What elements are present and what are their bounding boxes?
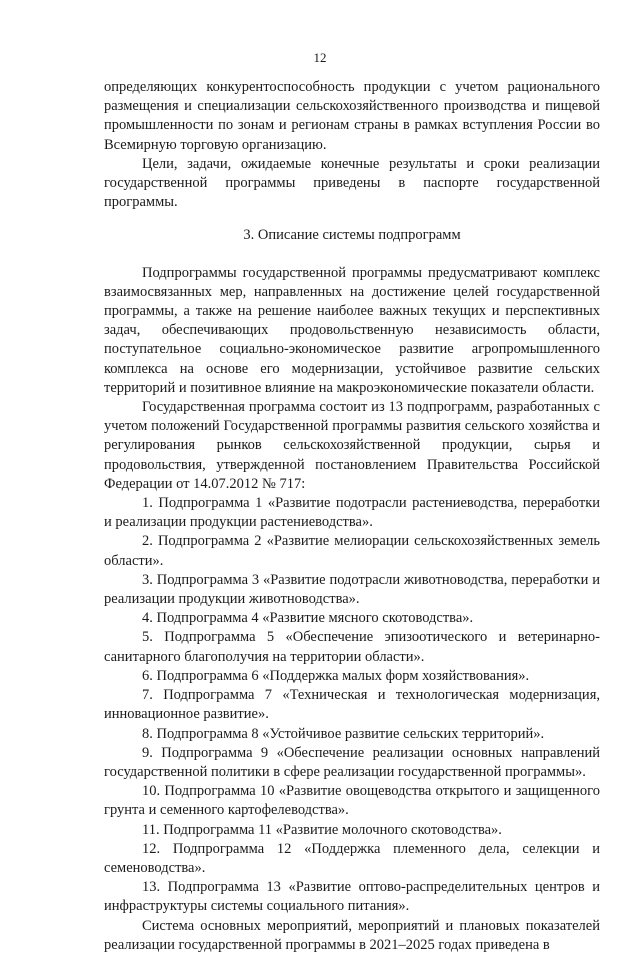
paragraph-main-2: Государственная программа состоит из 13 подпрограмм, разработанных с учетом положений Государственной программы развития сельского хозяйства и регулирования рынков сельскохозяйственной продукции, сырья и продовольствия, утвержденной постановлением Правительства Российской Федерации от 14.07.2012 № 717: xyxy=(104,399,600,492)
paragraph-intro-1: определяющих конкурентоспособность продукции с учетом рационального размещения и специализации сельскохозяйственного производства и пищевой промышленности по зонам и регионам страны в рамках вступления России во Всемирную торговую организацию. xyxy=(104,79,600,153)
paragraph-main-1: Подпрограммы государственной программы предусматривают комплекс взаимосвязанных мер, направленных на достижение целей государственной программы, а также на решение наиболее важных текущих и перспективных задач, обеспечивающих продовольственную независимость области, поступательное социально-экономическое развитие агропромышленного комплекса на основе его модернизации, устойчивое развитие сельских территорий и позитивное влияние на макроэкономические показатели области. xyxy=(104,264,600,396)
page-number: 12 xyxy=(313,50,327,65)
subprogram-item-5: 5. Подпрограмма 5 «Обеспечение эпизоотического и ветеринарно-санитарного благополучия на территории области». xyxy=(104,629,600,665)
subprogram-item-8: 8. Подпрограмма 8 «Устойчивое развитие сельских территорий». xyxy=(142,725,545,742)
subprogram-item-6: 6. Подпрограмма 6 «Поддержка малых форм хозяйствования». xyxy=(142,667,530,684)
document-body xyxy=(104,78,600,955)
subprogram-item-12: 12. Подпрограмма 12 «Поддержка племенного дела, селекции и семеноводства». xyxy=(104,840,600,876)
subprogram-item-4: 4. Подпрограмма 4 «Развитие мясного скотоводства». xyxy=(142,610,474,627)
subprogram-item-3: 3. Подпрограмма 3 «Развитие подотрасли животноводства, переработки и реализации продукции животноводства». xyxy=(104,571,600,608)
subprogram-item-11: 11. Подпрограмма 11 «Развитие молочного скотоводства». xyxy=(142,821,502,838)
subprogram-item-13: 13. Подпрограмма 13 «Развитие оптово-распределительных центров и инфраструктуры системы социального питания». xyxy=(104,879,600,915)
section-heading: 3. Описание системы подпрограмм xyxy=(243,227,461,244)
paragraph-closing: Система основных мероприятий, мероприятий и плановых показателей реализации государственной программы в 2021–2025 годах приведена в xyxy=(104,917,600,953)
subprogram-item-1: 1. Подпрограмма 1 «Развитие подотрасли растениеводства, переработки и реализации продукции растениеводства». xyxy=(104,495,600,531)
subprogram-item-7: 7. Подпрограмма 7 «Техническая и технологическая модернизация, инновационное развитие». xyxy=(104,687,600,723)
paragraph-intro-2: Цели, задачи, ожидаемые конечные результаты и сроки реализации государственной программы приведены в паспорте государственной программы. xyxy=(104,155,600,211)
subprogram-item-9: 9. Подпрограмма 9 «Обеспечение реализации основных направлений государственной политики в сфере реализации государственной программы». xyxy=(104,744,600,780)
subprogram-item-2: 2. Подпрограмма 2 «Развитие мелиорации сельскохозяйственных земель области». xyxy=(104,533,600,569)
subprogram-item-10: 10. Подпрограмма 10 «Развитие овощеводства открытого и защищенного грунта и семенного картофелеводства». xyxy=(104,783,600,819)
